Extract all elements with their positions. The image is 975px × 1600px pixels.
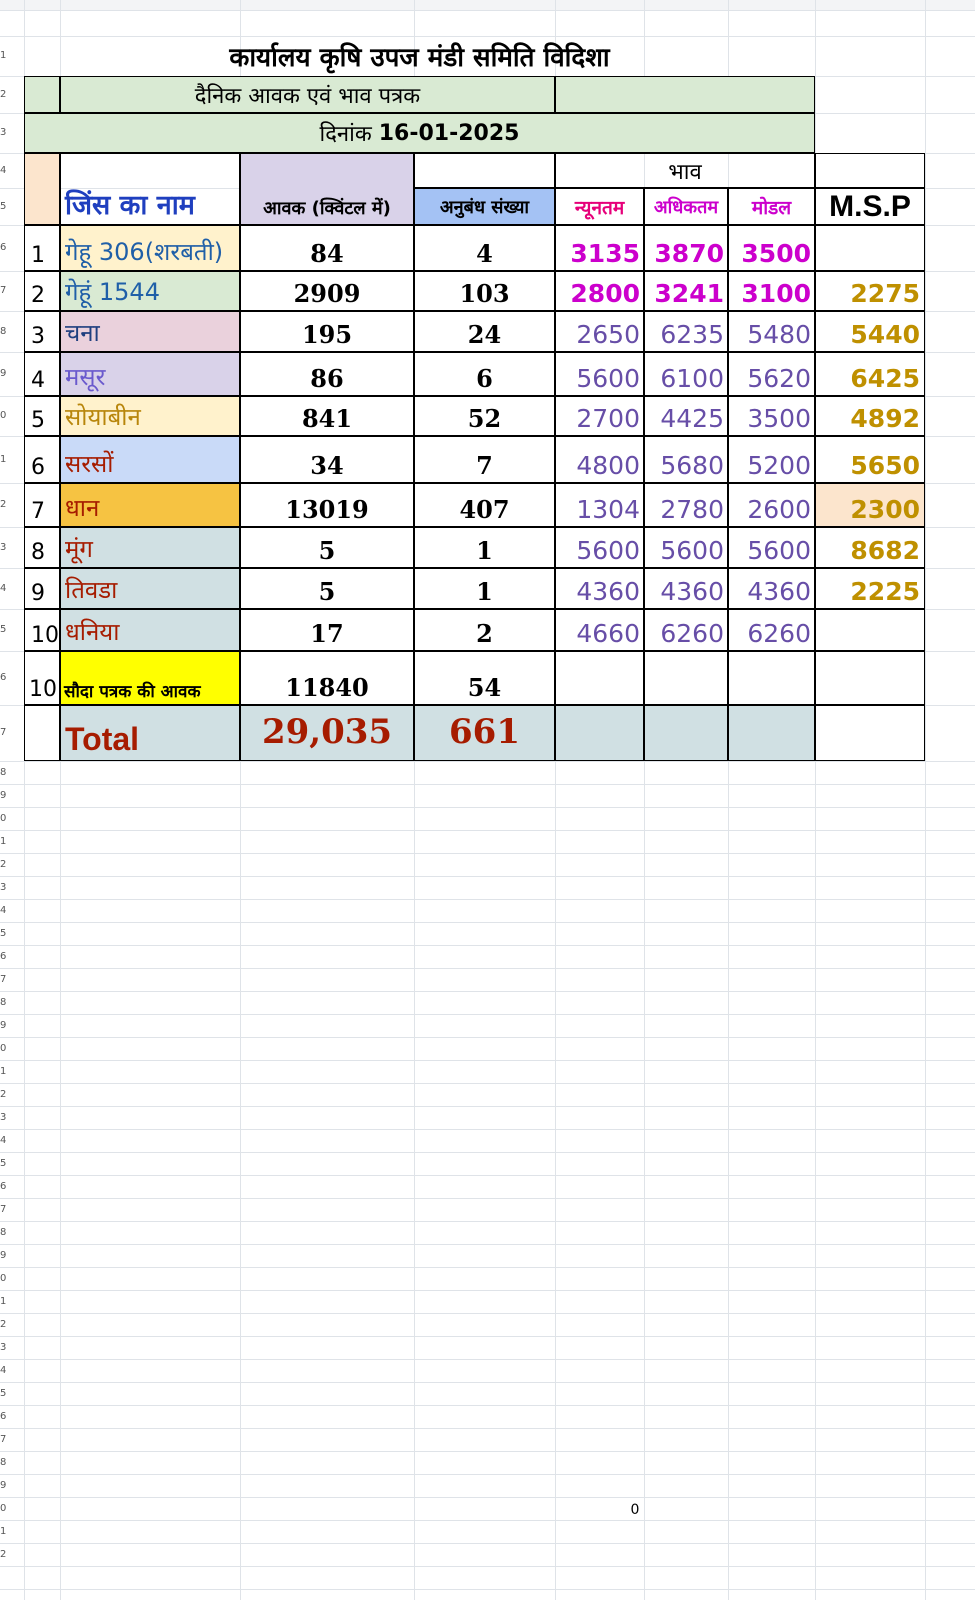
footer-cell-value[interactable]: 0 — [630, 1502, 640, 1518]
row-number[interactable]: 8 — [0, 766, 7, 778]
row-number[interactable]: 1 — [0, 1525, 7, 1537]
sauda-name[interactable]: सौदा पत्रक की आवक — [60, 651, 240, 705]
sauda-min[interactable] — [555, 651, 644, 705]
row-number[interactable]: 3 — [0, 881, 7, 893]
row-contracts[interactable]: 2 — [414, 609, 555, 651]
row-crop-name[interactable]: सरसों — [60, 436, 240, 483]
row-serial[interactable]: 2 — [24, 271, 60, 311]
row-crop-name[interactable]: चना — [60, 311, 240, 352]
row-modal-price[interactable]: 5620 — [728, 352, 815, 396]
row-msp[interactable]: 4892 — [815, 396, 925, 436]
row-number[interactable]: 0 — [0, 410, 7, 421]
total-serial[interactable] — [24, 705, 60, 761]
row-msp[interactable]: 6425 — [815, 352, 925, 396]
row-msp[interactable] — [815, 225, 925, 271]
row-msp[interactable]: 2225 — [815, 568, 925, 609]
subtitle-left-cell[interactable] — [24, 76, 60, 113]
row-number[interactable]: 9 — [0, 1479, 7, 1491]
column-header-bar[interactable] — [0, 0, 975, 11]
row-contracts[interactable]: 6 — [414, 352, 555, 396]
row-modal-price[interactable]: 5600 — [728, 527, 815, 568]
row-modal-price[interactable]: 2600 — [728, 483, 815, 527]
row-crop-name[interactable]: मसूर — [60, 352, 240, 396]
row-min-price[interactable]: 2800 — [555, 271, 644, 311]
row-number[interactable]: 5 — [0, 1157, 7, 1169]
row-number[interactable]: 4 — [0, 1134, 7, 1146]
row-number[interactable]: 1 — [0, 453, 7, 465]
row-modal-price[interactable]: 5480 — [728, 311, 815, 352]
row-number[interactable]: 5 — [0, 624, 7, 635]
row-max-price[interactable]: 6260 — [644, 609, 728, 651]
row-arrival[interactable]: 13019 — [240, 483, 414, 527]
row-contracts[interactable]: 407 — [414, 483, 555, 527]
row-crop-name[interactable]: धनिया — [60, 609, 240, 651]
row-max-price[interactable]: 3241 — [644, 271, 728, 311]
row-number[interactable]: 4 — [0, 904, 7, 916]
sheet-subtitle[interactable]: दैनिक आवक एवं भाव पत्रक — [60, 76, 555, 113]
row-number[interactable]: 3 — [0, 127, 7, 138]
row-min-price[interactable]: 4660 — [555, 609, 644, 651]
row-min-price[interactable]: 3135 — [555, 225, 644, 271]
row-contracts[interactable]: 103 — [414, 271, 555, 311]
sauda-serial[interactable]: 10 — [24, 651, 60, 705]
row-arrival[interactable]: 86 — [240, 352, 414, 396]
contracts-header-top[interactable] — [414, 153, 555, 188]
row-number[interactable]: 1 — [0, 1065, 7, 1077]
row-serial[interactable]: 8 — [24, 527, 60, 568]
row-msp[interactable] — [815, 609, 925, 651]
row-number[interactable]: 1 — [0, 50, 7, 61]
row-contracts[interactable]: 1 — [414, 568, 555, 609]
row-arrival[interactable]: 2909 — [240, 271, 414, 311]
row-number[interactable]: 2 — [0, 1318, 7, 1330]
row-max-price[interactable]: 4360 — [644, 568, 728, 609]
row-crop-name[interactable]: धान — [60, 483, 240, 527]
row-arrival[interactable]: 17 — [240, 609, 414, 651]
row-number[interactable]: 6 — [0, 950, 7, 962]
date-row[interactable] — [24, 113, 815, 153]
sauda-modal[interactable] — [728, 651, 815, 705]
row-serial[interactable]: 6 — [24, 436, 60, 483]
row-msp[interactable]: 2300 — [815, 483, 925, 527]
min-price-header[interactable]: न्यूनतम — [555, 188, 644, 225]
date-label: दिनांक — [319, 122, 372, 147]
row-contracts[interactable]: 4 — [414, 225, 555, 271]
row-number[interactable]: 4 — [0, 582, 7, 594]
row-max-price[interactable]: 5600 — [644, 527, 728, 568]
arrival-header[interactable]: आवक (क्विंटल में) — [240, 153, 414, 225]
row-arrival[interactable]: 84 — [240, 225, 414, 271]
row-serial[interactable]: 4 — [24, 352, 60, 396]
row-number[interactable]: 3 — [0, 1111, 7, 1123]
row-serial[interactable]: 7 — [24, 483, 60, 527]
row-contracts[interactable]: 7 — [414, 436, 555, 483]
date-value: 16-01-2025 — [378, 120, 520, 146]
row-crop-name[interactable]: तिवडा — [60, 568, 240, 609]
row-max-price[interactable]: 5680 — [644, 436, 728, 483]
subtitle-right-cell[interactable] — [555, 76, 815, 113]
row-number[interactable]: 2 — [0, 88, 7, 100]
row-msp[interactable]: 5440 — [815, 311, 925, 352]
row-max-price[interactable]: 6235 — [644, 311, 728, 352]
row-contracts[interactable]: 52 — [414, 396, 555, 436]
row-number[interactable]: 8 — [0, 996, 7, 1008]
row-number[interactable]: 1 — [0, 835, 7, 847]
row-number[interactable]: 6 — [0, 242, 7, 253]
row-crop-name[interactable]: गेहूं 1544 — [60, 271, 240, 311]
row-modal-price[interactable]: 5200 — [728, 436, 815, 483]
row-min-price[interactable]: 4800 — [555, 436, 644, 483]
total-msp[interactable] — [815, 705, 925, 761]
row-number[interactable]: 7 — [0, 285, 7, 296]
row-crop-name[interactable]: गेहू 306(शरबती) — [60, 225, 240, 271]
sauda-msp[interactable] — [815, 651, 925, 705]
row-serial[interactable]: 5 — [24, 396, 60, 436]
row-modal-price[interactable]: 4360 — [728, 568, 815, 609]
total-min[interactable] — [555, 705, 644, 761]
row-min-price[interactable]: 5600 — [555, 527, 644, 568]
row-number[interactable]: 8 — [0, 1456, 7, 1468]
row-number[interactable]: 9 — [0, 1249, 7, 1261]
row-crop-name[interactable]: सोयाबीन — [60, 396, 240, 436]
msp-header[interactable]: M.S.P — [815, 188, 925, 225]
row-number[interactable]: 6 — [0, 1410, 7, 1422]
contracts-header[interactable]: अनुबंध संख्या — [414, 188, 555, 225]
row-number[interactable]: 7 — [0, 1433, 7, 1445]
row-serial[interactable]: 1 — [24, 225, 60, 271]
row-number[interactable]: 0 — [0, 812, 7, 824]
row-arrival[interactable]: 5 — [240, 568, 414, 609]
row-modal-price[interactable]: 3500 — [728, 396, 815, 436]
row-crop-name[interactable]: मूंग — [60, 527, 240, 568]
msp-header-top[interactable] — [815, 153, 925, 188]
total-max[interactable] — [644, 705, 728, 761]
sauda-arrival[interactable]: 11840 — [240, 651, 414, 705]
row-number[interactable]: 4 — [0, 164, 7, 176]
row-number[interactable]: 6 — [0, 1180, 7, 1192]
row-arrival[interactable]: 5 — [240, 527, 414, 568]
row-number[interactable]: 8 — [0, 325, 7, 337]
row-arrival[interactable]: 195 — [240, 311, 414, 352]
row-number[interactable]: 2 — [0, 1088, 7, 1100]
row-number[interactable]: 4 — [0, 1364, 7, 1376]
row-min-price[interactable]: 1304 — [555, 483, 644, 527]
row-number[interactable]: 3 — [0, 1341, 7, 1353]
row-number[interactable]: 1 — [0, 1295, 7, 1307]
sauda-max[interactable] — [644, 651, 728, 705]
row-modal-price[interactable]: 3100 — [728, 271, 815, 311]
row-number[interactable]: 7 — [0, 1203, 7, 1215]
row-msp[interactable]: 8682 — [815, 527, 925, 568]
row-number[interactable]: 5 — [0, 200, 7, 212]
row-max-price[interactable]: 3870 — [644, 225, 728, 271]
row-msp[interactable]: 2275 — [815, 271, 925, 311]
row-min-price[interactable]: 4360 — [555, 568, 644, 609]
row-contracts[interactable]: 1 — [414, 527, 555, 568]
row-number[interactable]: 8 — [0, 1226, 7, 1238]
row-number[interactable]: 5 — [0, 1387, 7, 1399]
row-max-price[interactable]: 2780 — [644, 483, 728, 527]
row-min-price[interactable]: 5600 — [555, 352, 644, 396]
row-arrival[interactable]: 34 — [240, 436, 414, 483]
row-serial[interactable]: 10 — [24, 609, 60, 651]
row-number[interactable]: 9 — [0, 1019, 7, 1031]
total-modal[interactable] — [728, 705, 815, 761]
row-number[interactable]: 2 — [0, 858, 7, 870]
row-modal-price[interactable]: 3500 — [728, 225, 815, 271]
row-arrival[interactable]: 841 — [240, 396, 414, 436]
row-number[interactable]: 0 — [0, 1502, 7, 1514]
row-number[interactable]: 5 — [0, 927, 7, 939]
serial-header[interactable] — [24, 153, 60, 225]
total-contracts[interactable]: 661 — [414, 705, 555, 761]
total-arrival[interactable]: 29,035 — [240, 705, 414, 761]
crop-header[interactable]: जिंस का नाम — [60, 153, 240, 225]
row-number[interactable]: 2 — [0, 499, 7, 510]
row-number[interactable]: 6 — [0, 672, 7, 683]
row-number[interactable]: 7 — [0, 973, 7, 985]
row-number[interactable]: 0 — [0, 1272, 7, 1284]
row-number[interactable]: 9 — [0, 789, 7, 801]
row-number[interactable]: 3 — [0, 541, 7, 553]
total-label[interactable]: Total — [60, 705, 240, 761]
modal-price-header[interactable]: मोडल — [728, 188, 815, 225]
row-number[interactable]: 9 — [0, 368, 7, 379]
row-modal-price[interactable]: 6260 — [728, 609, 815, 651]
max-price-header[interactable]: अधिकतम — [644, 188, 728, 225]
row-contracts[interactable]: 24 — [414, 311, 555, 352]
row-number[interactable]: 0 — [0, 1042, 7, 1054]
price-group-header[interactable]: भाव — [555, 153, 815, 188]
sauda-contracts[interactable]: 54 — [414, 651, 555, 705]
row-msp[interactable]: 5650 — [815, 436, 925, 483]
row-serial[interactable]: 9 — [24, 568, 60, 609]
row-number[interactable]: 7 — [0, 727, 7, 738]
row-min-price[interactable]: 2700 — [555, 396, 644, 436]
row-serial[interactable]: 3 — [24, 311, 60, 352]
row-max-price[interactable]: 6100 — [644, 352, 728, 396]
row-number[interactable]: 2 — [0, 1548, 7, 1560]
row-max-price[interactable]: 4425 — [644, 396, 728, 436]
row-min-price[interactable]: 2650 — [555, 311, 644, 352]
sheet-title[interactable]: कार्यालय कृषि उपज मंडी समिति विदिशा — [229, 43, 610, 73]
